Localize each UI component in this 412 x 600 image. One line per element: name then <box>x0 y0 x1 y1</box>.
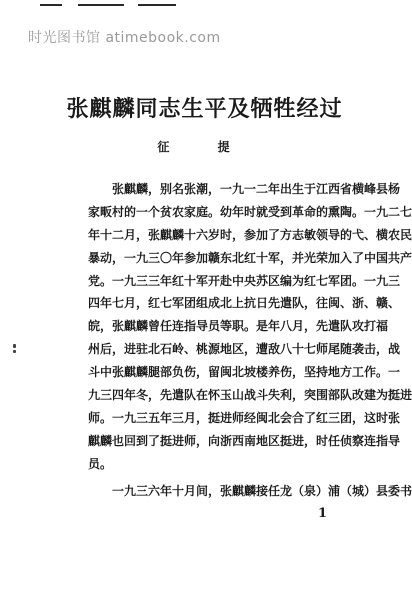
body-line: 九三四年冬，先遣队在怀玉山战斗失利，突围部队改建为挺进 <box>88 388 412 403</box>
body-line: 皖，张麒麟曾任连指导员等职。是年八月，先遣队攻打福 <box>88 319 389 334</box>
body-line: 斗中张麒麟腿部负伤，留闽北坡楼养伤，坚持地方工作。一 <box>88 365 401 380</box>
body-text <box>88 178 412 502</box>
page-number: 1 <box>318 506 328 521</box>
scan-speck <box>13 344 16 348</box>
top-edge-line <box>40 4 62 6</box>
top-edge-lines <box>0 0 409 16</box>
body-line: 员。 <box>88 456 113 471</box>
top-edge-line <box>78 4 124 6</box>
body-line: 一九三六年十月间，张麒麟接任龙（泉）浦（城）县委书 <box>112 483 412 498</box>
watermark: 时光图书馆 atimebook.com <box>28 30 221 46</box>
body-line: 暴动，一九三〇年参加赣东北红十军，并光荣加入了中国共产 <box>88 250 412 265</box>
author-line: 征 提 <box>157 140 252 154</box>
body-line: 家畈村的一个贫农家庭。幼年时就受到革命的熏陶。一九二七 <box>88 204 412 219</box>
body-line: 四年七月，红七军团组成北上抗日先遣队，往闽、浙、赣、 <box>88 296 401 311</box>
top-edge-line <box>138 4 176 6</box>
body-line: 张麒麟，别名张潮，一九一二年出生于江西省横峰县杨 <box>112 182 401 196</box>
body-line: 师。一九三五年三月，挺进师经闽北会合了红三团，这时张 <box>88 410 401 425</box>
page-title: 张麒麟同志生平及牺牲经过 <box>66 96 343 122</box>
scan-speck <box>13 350 16 353</box>
body-line: 麒麟也回到了挺进师，向浙西南地区挺进，时任侦察连指导 <box>88 433 401 448</box>
body-line: 党。一九三三年红十军开赴中央苏区编为红七军团。一九三 <box>88 273 401 288</box>
body-line: 年十二月，张麒麟十六岁时，参加了方志敏领导的弋、横农民 <box>88 227 412 242</box>
body-line: 州后，进驻北石岭、桃源地区，遭敌八十七师尾随袭击，战 <box>88 342 401 357</box>
